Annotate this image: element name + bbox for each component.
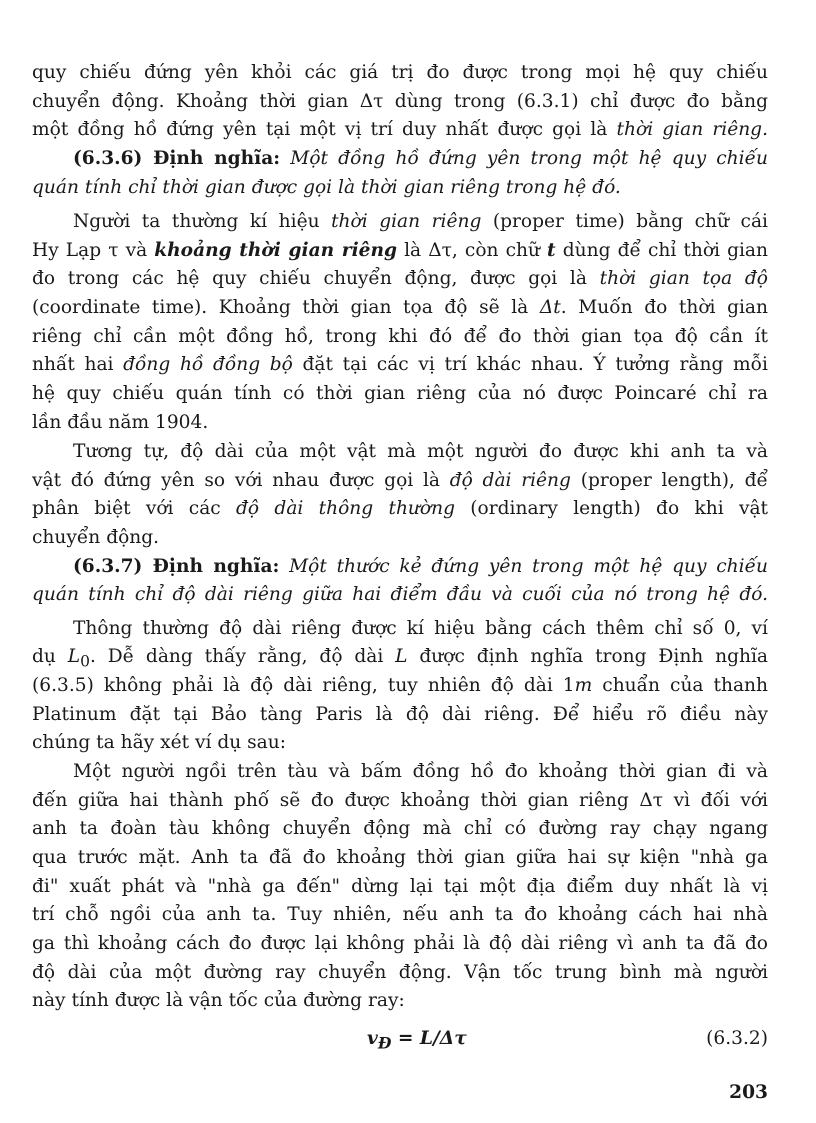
text-line: Người ta thường kí hiệu thời gian riêng (proper time) bằng chữ cái	[73, 211, 768, 232]
text-line: Platinum đặt tại Bảo tàng Paris là độ dài riêng. Để hiểu rõ điều này	[32, 704, 768, 725]
text-line: (6.3.5) không phải là độ dài riêng, tuy nhiên độ dài 1m chuẩn của thanh	[32, 675, 769, 696]
equation-number: (6.3.2)	[706, 1028, 768, 1049]
text-line: quán tính chỉ độ dài riêng giữa hai điểm đầu và cuối của nó trong hệ đó.	[32, 584, 768, 605]
text-line: ga thì khoảng cách đo được lại không phải là độ dài riêng vì anh ta đã đo	[32, 933, 768, 954]
text-line: phân biệt với các độ dài thông thường (ordinary length) đo khi vật	[32, 498, 768, 519]
text-line: Tương tự, độ dài của một vật mà một người đo được khi anh ta và	[73, 441, 768, 462]
text-line: chuyển động. Khoảng thời gian Δτ dùng trong (6.3.1) chỉ được đo bằng	[32, 91, 768, 112]
text-line: (coordinate time). Khoảng thời gian tọa độ sẽ là Δt. Muốn đo thời gian	[32, 297, 768, 318]
text-line: chuyển động.	[32, 527, 160, 548]
text-line: dụ $L_0$. Dễ dàng thấy rằng, độ dài L được định nghĩa trong Định nghĩa	[32, 646, 769, 671]
equation-formula: $v_Đ = L/\Delta\tau$	[367, 1028, 467, 1053]
text-line: vật đó đứng yên so với nhau được gọi là độ dài riêng (proper length), để	[32, 470, 768, 491]
text-line: đến giữa hai thành phố sẽ đo được khoảng thời gian riêng Δτ vì đối với	[32, 790, 768, 811]
text-line: đi" xuất phát và "nhà ga đến" dừng lại tại một địa điểm duy nhất là vị	[32, 876, 768, 897]
text-line: này tính được là vận tốc của đường ray:	[32, 990, 405, 1011]
definition-label: (6.3.7) Định nghĩa:	[73, 556, 280, 577]
page-number: 203	[729, 1082, 768, 1103]
text-line: Hy Lạp τ và khoảng thời gian riêng là Δτ, còn chữ t dùng để chỉ thời gian	[32, 240, 768, 261]
text-line: Thông thường độ dài riêng được kí hiệu bằng cách thêm chỉ số 0, ví	[73, 618, 768, 639]
text-line: một đồng hồ đứng yên tại một vị trí duy nhất được gọi là thời gian riêng.	[32, 119, 768, 140]
text-line: đo trong các hệ quy chiếu chuyển động, được gọi là thời gian tọa độ	[32, 268, 768, 289]
text-line: trí chỗ ngồi của anh ta. Tuy nhiên, nếu anh ta đo khoảng cách hai nhà	[32, 904, 768, 925]
text-line: nhất hai đồng hồ đồng bộ đặt tại các vị trí khác nhau. Ý tưởng rằng mỗi	[32, 354, 768, 375]
text-line: quán tính chỉ thời gian được gọi là thời gian riêng trong hệ đó.	[32, 177, 621, 198]
definition-label: (6.3.6) Định nghĩa:	[73, 148, 281, 169]
text-line: riêng chỉ cần một đồng hồ, trong khi đó để đo thời gian tọa độ cần ít	[32, 326, 768, 347]
text-line: chúng ta hãy xét ví dụ sau:	[32, 732, 286, 753]
text-line: hệ quy chiếu quán tính có thời gian riêng của nó được Poincaré chỉ ra	[32, 383, 768, 404]
definition-6-3-7: (6.3.7) Định nghĩa: Một thước kẻ đứng yên trong một hệ quy chiếu	[73, 556, 768, 577]
text-line: Một người ngồi trên tàu và bấm đồng hồ đo khoảng thời gian đi và	[73, 761, 768, 782]
text-line: lần đầu năm 1904.	[32, 412, 209, 433]
text-line: qua trước mặt. Anh ta đã đo khoảng thời gian giữa hai sự kiện "nhà ga	[32, 847, 768, 868]
definition-6-3-6: (6.3.6) Định nghĩa: Một đồng hồ đứng yên trong một hệ quy chiếu	[73, 148, 768, 169]
text-line: anh ta đoàn tàu không chuyển động mà chỉ có đường ray chạy ngang	[32, 818, 768, 839]
text-line: độ dài của một đường ray chuyển động. Vận tốc trung bình mà người	[32, 962, 768, 983]
equation-6-3-2	[32, 1024, 768, 1054]
text-line: quy chiếu đứng yên khỏi các giá trị đo được trong mọi hệ quy chiếu	[32, 62, 768, 83]
